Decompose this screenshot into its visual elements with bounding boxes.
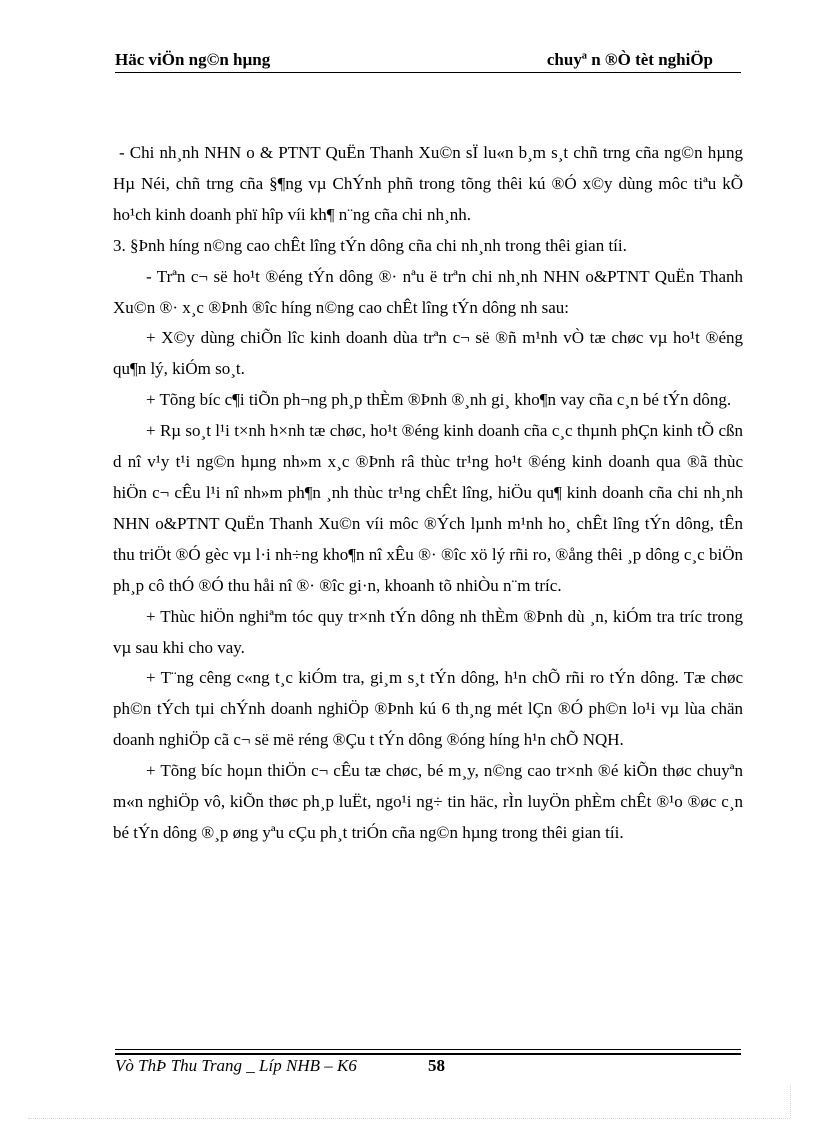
page-number: 58 bbox=[428, 1056, 445, 1075]
footer-divider bbox=[115, 1053, 741, 1055]
paragraph: + T¨ng cêng c«ng t¸c kiÓm tra, gi¸m s¸t tÝn dông, h¹n chÕ rñi ro tÝn dông. Tæ chøc ph©n tÝch tµi chÝnh doanh nghiÖp ®Þnh kú 6 th¸ng mét lÇn ®Ó ph©n lo¹i vµ lùa chän doanh nghiÖp cã c¬ së më réng ®Çu t tÝn dông ®óng híng h¹n chÕ NQH. bbox=[113, 668, 743, 750]
footer-divider bbox=[115, 1049, 741, 1050]
page-border bbox=[28, 1118, 790, 1119]
paragraph: + Tõng bíc hoµn thiÖn c¬ cÊu tæ chøc, bé m¸y, n©ng cao tr×nh ®é kiÕn thøc chuyªn m«n nghiÖp vô, kiÕn thøc ph¸p luËt, ngo¹i ng÷ tin häc, rÌn luyÖn phÈm chÊt ®¹o ®øc c¸n bé tÝn dông ®¸p øng yªu cÇu ph¸t triÓn cña ng©n hµng trong thêi gian tíi. bbox=[113, 761, 743, 842]
header-right-text: chuyª n ®Ò tèt nghiÖp bbox=[546, 50, 713, 69]
section-heading: 3. §Þnh híng n©ng cao chÊt lîng tÝn dông cña chi nh¸nh trong thêi gian tíi. bbox=[113, 235, 627, 255]
paragraph: + Thùc hiÖn nghiªm tóc quy tr×nh tÝn dông nh thÈm ®Þnh dù ¸n, kiÓm tra tríc trong vµ sau khi cho vay. bbox=[113, 606, 743, 657]
paragraph: - Trªn c¬ së ho¹t ®éng tÝn dông ®· nªu ë trªn chi nh¸nh NHN o&PTNT QuËn Thanh Xu©n ®· x¸c ®Þnh ®îc híng n©ng cao chÊt lîng tÝn dông nh sau: bbox=[113, 266, 743, 317]
page-border bbox=[790, 1085, 791, 1118]
footer-author: Vò ThÞ Thu Trang _ Líp NHB – K6 bbox=[115, 1056, 357, 1075]
page-footer bbox=[115, 1056, 445, 1076]
paragraph: + Tõng bíc c¶i tiÕn ph¬ng ph¸p thÈm ®Þnh ®¸nh gi¸ kho¶n vay cña c¸n bé tÝn dông. bbox=[146, 390, 732, 410]
page-header bbox=[115, 50, 741, 73]
header-left-text: Häc viÖn ng©n hµng bbox=[115, 50, 271, 69]
body-text bbox=[113, 138, 743, 849]
paragraph: - Chi nh¸nh NHN o & PTNT QuËn Thanh Xu©n sÏ lu«n b¸m s¸t chñ trng cña ng©n hµng Hµ Néi, chñ trng cña §¶ng vµ ChÝnh phñ trong tõng thêi kú ®Ó x©y dùng môc tiªu kÕ ho¹ch kinh doanh phï hîp víi kh¶ n¨ng cña chi nh¸nh. bbox=[113, 143, 743, 224]
paragraph: + Rµ so¸t l¹i t×nh h×nh tæ chøc, ho¹t ®éng kinh doanh cña c¸c thµnh phÇn kinh tÕ cßn d nî v¹y t¹i ng©n hµng nh»m x¸c ®Þnh râ thùc tr¹ng ho¹t ®éng kinh doanh qua ®ã thùc hiÖn c¬ cÊu l¹i nî nh»m ph¶n ¸nh thùc tr¹ng chÊt lîng, hiÖu qu¶ kinh doanh cña chi nh¸nh NHN o&PTNT QuËn Thanh Xu©n víi môc ®Ých lµnh m¹nh ho¸ chÊt lîng tÝn dông, tÊn thu triÖt ®Ó gèc vµ l·i nh÷ng kho¶n nî xÊu ®· ®îc xö lý rñi ro, ®ång thêi ¸p dông c¸c biÖn ph¸p cô thÓ ®Ó thu håi nî ®· ®îc gi·n, khoanh tõ nhiÒu n¨m tríc. bbox=[113, 421, 743, 595]
paragraph: + X©y dùng chiÕn lîc kinh doanh dùa trªn c¬ së ®ñ m¹nh vÒ tæ chøc vµ ho¹t ®éng qu¶n lý, kiÓm so¸t. bbox=[113, 328, 743, 379]
